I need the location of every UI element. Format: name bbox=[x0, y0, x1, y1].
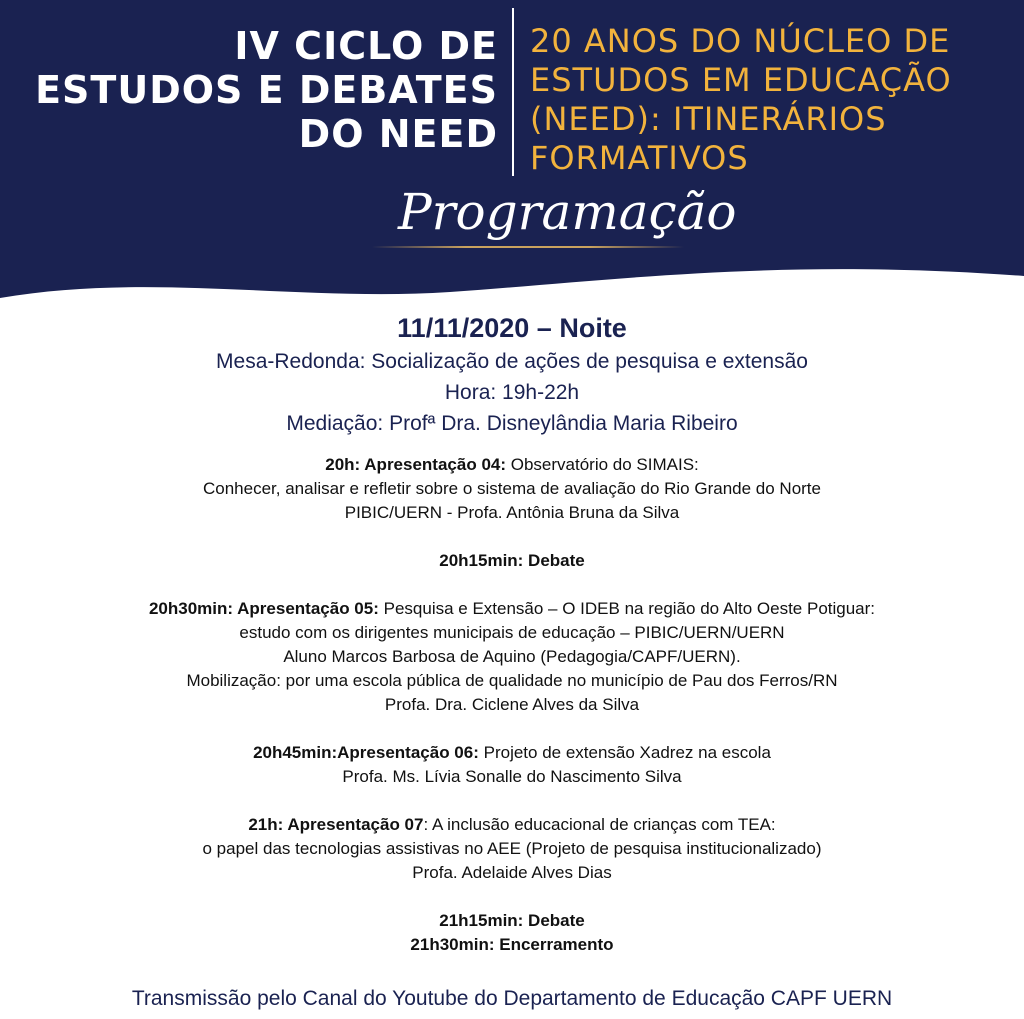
presentation-line: Aluno Marcos Barbosa de Aquino (Pedagogia/CAPF/UERN). bbox=[283, 647, 741, 666]
event-subtitle-line: 20 ANOS DO NÚCLEO DE bbox=[530, 22, 951, 60]
presentation-label: 21h: Apresentação 07 bbox=[248, 815, 424, 834]
mesa-redonda-title: Mesa-Redonda: Socialização de ações de pesquisa e extensão bbox=[216, 350, 808, 373]
presentation-label: 20h30min: Apresentação 05: bbox=[148, 599, 379, 618]
title-divider bbox=[512, 8, 514, 176]
presentation-05 bbox=[0, 597, 1024, 717]
programacao-script-title: Programação bbox=[398, 183, 737, 241]
closing-block bbox=[0, 909, 1024, 957]
program-hour: Hora: 19h-22h bbox=[444, 381, 580, 404]
presentation-title: Pesquisa e Extensão – O IDEB na região do Alto Oeste Potiguar: bbox=[378, 599, 876, 618]
presentation-line: PIBIC/UERN - Profa. Antônia Bruna da Silva bbox=[344, 503, 680, 522]
event-title-line: ESTUDOS E DEBATES bbox=[35, 68, 498, 112]
debate-label: 21h15min: Debate bbox=[439, 911, 585, 930]
presentation-line: Profa. Ms. Lívia Sonalle do Nascimento Silva bbox=[342, 767, 682, 786]
event-title bbox=[35, 24, 498, 156]
event-subtitle-line: FORMATIVOS bbox=[530, 139, 749, 177]
presentation-line: Profa. Dra. Ciclene Alves da Silva bbox=[384, 695, 640, 714]
event-title-line: DO NEED bbox=[298, 112, 498, 156]
presentation-line: o papel das tecnologias assistivas no AEE (Projeto de pesquisa institucionalizado) bbox=[202, 839, 822, 858]
debate-1 bbox=[0, 549, 1024, 573]
presentation-06 bbox=[0, 741, 1024, 789]
presentation-07 bbox=[0, 813, 1024, 885]
program-content bbox=[0, 310, 1024, 957]
script-underline bbox=[372, 246, 684, 248]
closing-label: 21h30min: Encerramento bbox=[410, 935, 614, 954]
presentation-line: Profa. Adelaide Alves Dias bbox=[412, 863, 612, 882]
mediation: Mediação: Profª Dra. Disneylândia Maria Ribeiro bbox=[286, 412, 738, 435]
presentation-title: Observatório do SIMAIS: bbox=[506, 455, 699, 474]
presentation-title: : A inclusão educacional de crianças com TEA: bbox=[423, 815, 776, 834]
presentation-line: Conhecer, analisar e refletir sobre o sistema de avaliação do Rio Grande do Norte bbox=[202, 479, 821, 498]
presentation-line: estudo com os dirigentes municipais de educação – PIBIC/UERN/UERN bbox=[239, 623, 785, 642]
event-title-line: IV CICLO DE bbox=[234, 24, 498, 68]
presentation-line: Mobilização: por uma escola pública de qualidade no município de Pau dos Ferros/RN bbox=[186, 671, 838, 690]
presentation-label: 20h: Apresentação 04: bbox=[325, 455, 507, 474]
event-subtitle bbox=[530, 22, 952, 178]
event-subtitle-line: ESTUDOS EM EDUCAÇÃO bbox=[530, 61, 952, 99]
presentation-title: Projeto de extensão Xadrez na escola bbox=[478, 743, 771, 762]
debate-label: 20h15min: Debate bbox=[439, 551, 585, 570]
youtube-transmission-note: Transmissão pelo Canal do Youtube do Departamento de Educação CAPF UERN bbox=[131, 987, 893, 1010]
event-subtitle-line: (NEED): ITINERÁRIOS bbox=[530, 100, 887, 138]
presentation-04 bbox=[0, 453, 1024, 525]
presentation-label: 20h45min:Apresentação 06: bbox=[253, 743, 479, 762]
program-date: 11/11/2020 – Noite bbox=[397, 313, 627, 343]
